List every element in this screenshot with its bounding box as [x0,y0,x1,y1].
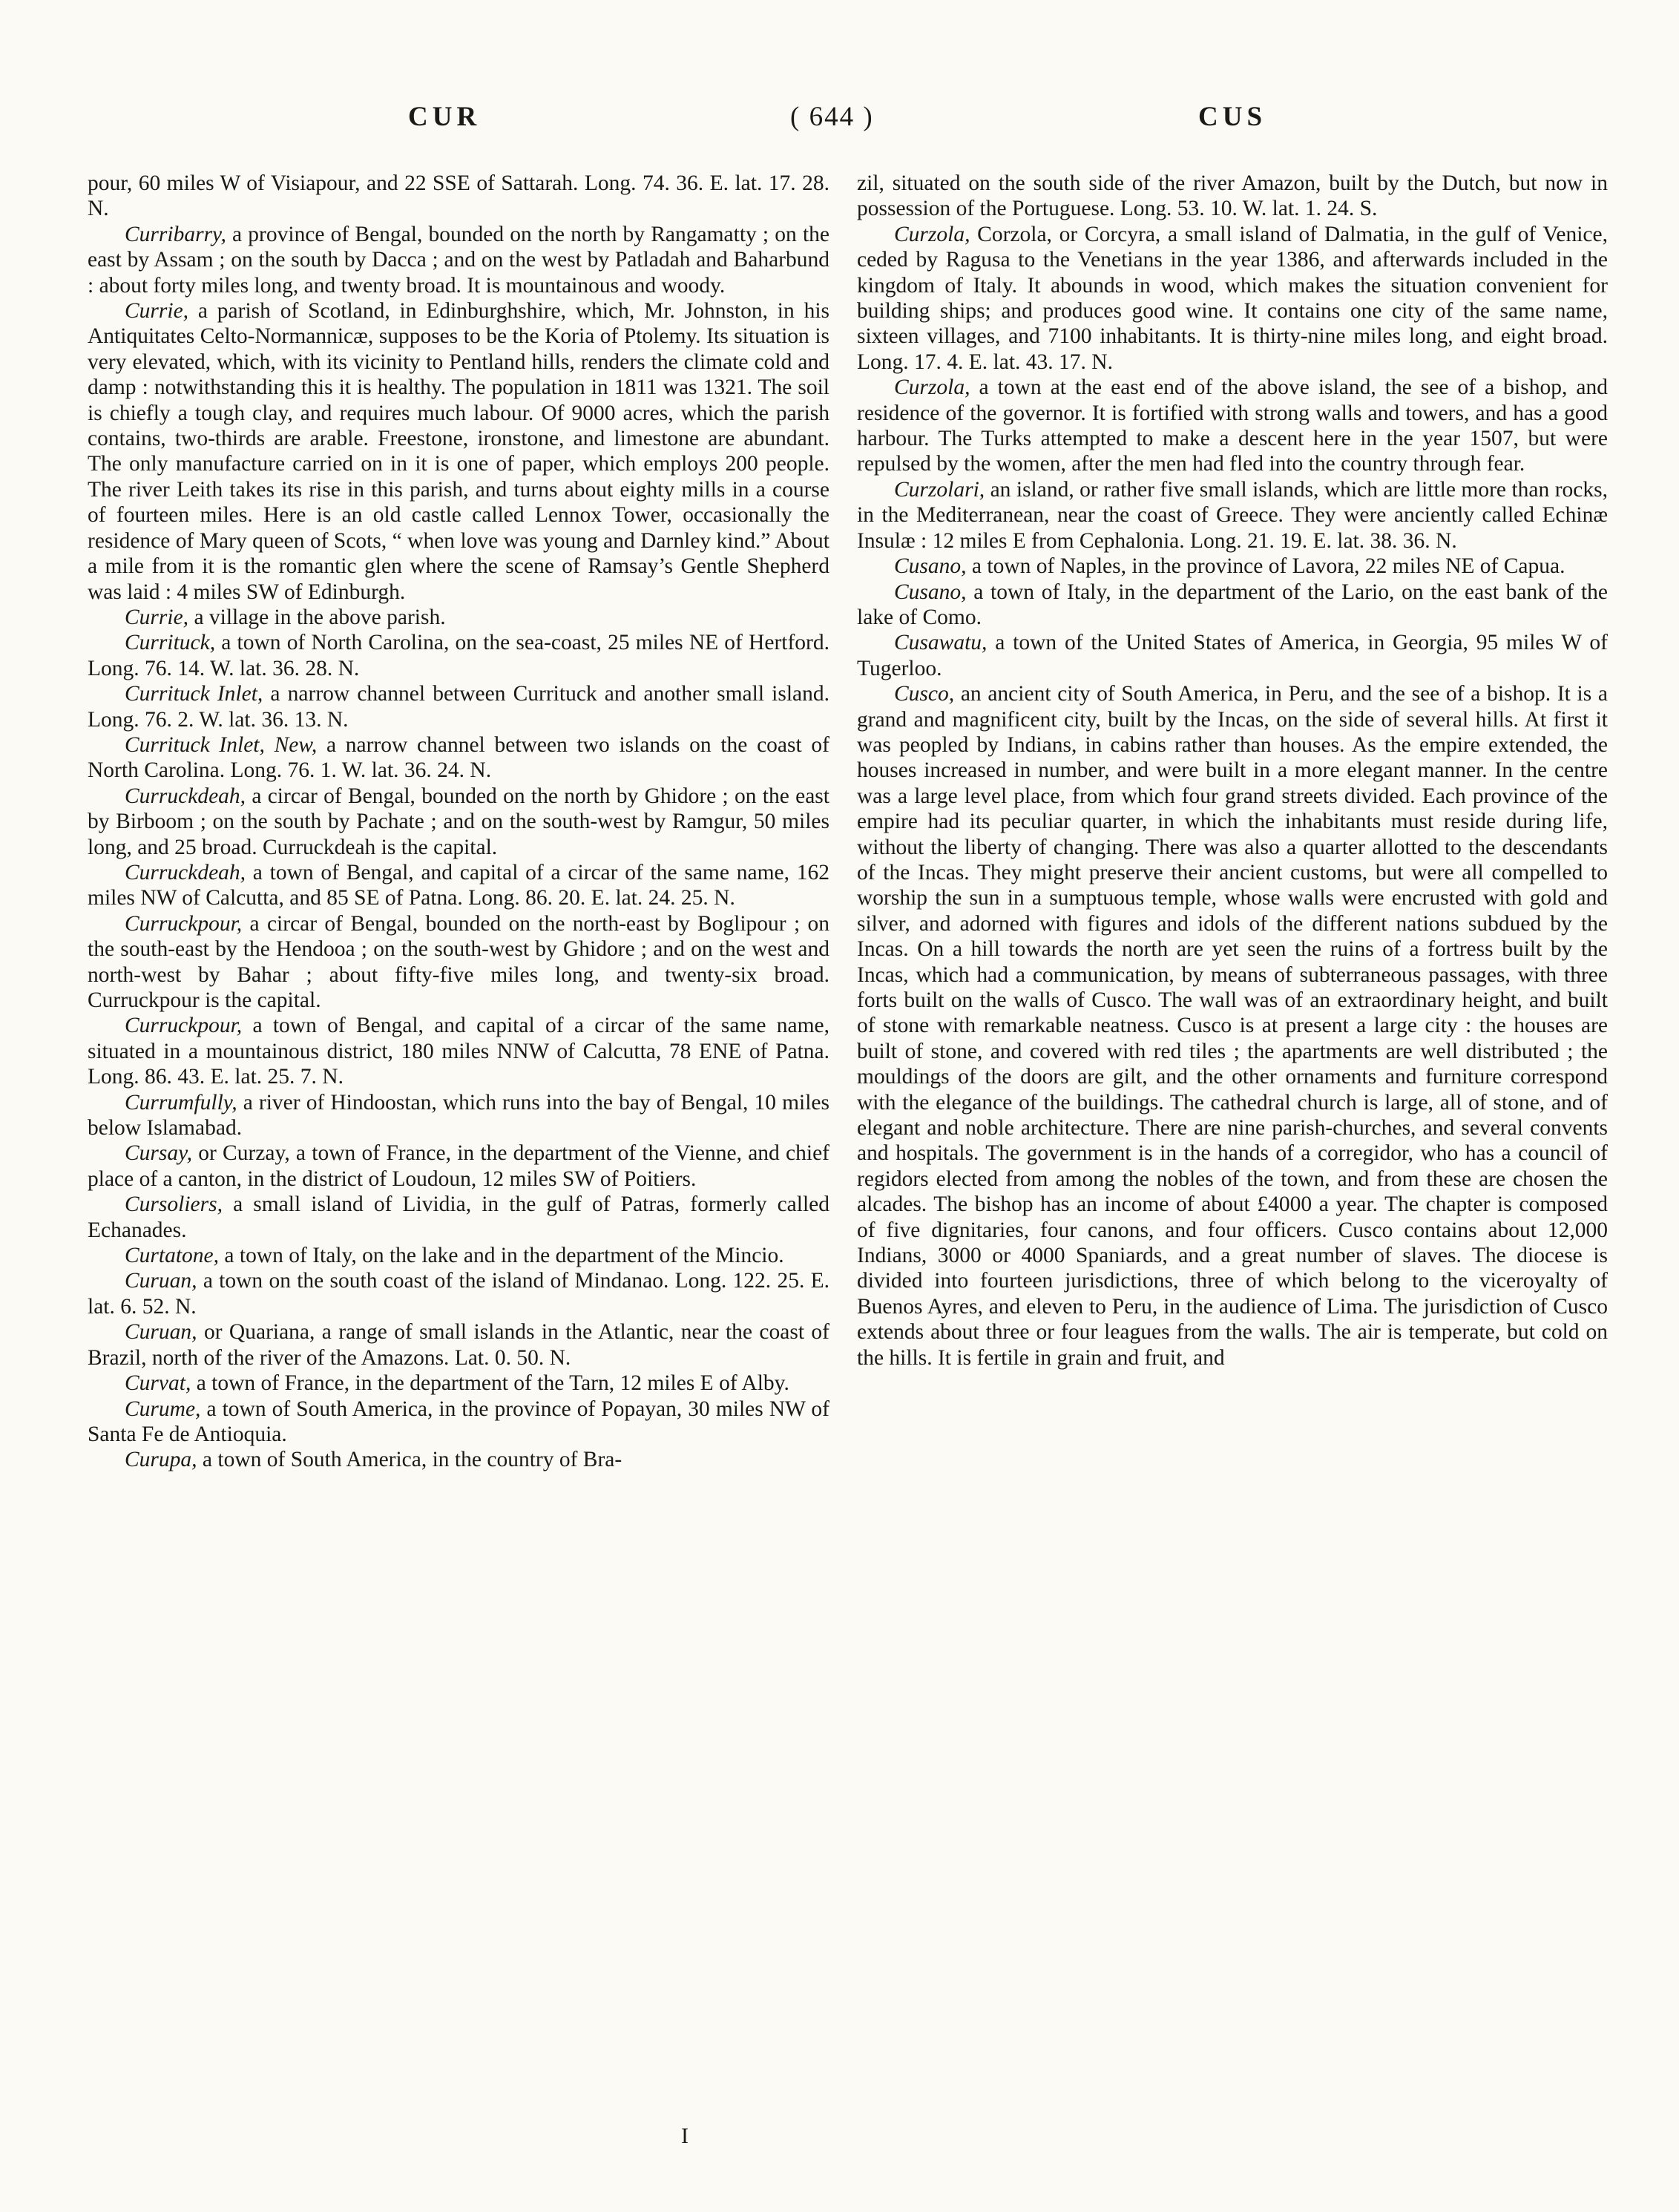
dictionary-entry [88,1141,829,1192]
running-head-right: CUS [1198,102,1267,132]
entry-text: a town of Bengal, and capital of a circar of the same name, 162 miles NW of Calcutta, and 85 SE of Patna. Long. 86. 20. E. lat. 24. 25. N. [88,860,829,910]
dictionary-entry [88,1090,829,1141]
dictionary-entry [857,171,1608,222]
dictionary-entry [88,1319,829,1371]
entry-text: a town of the United States of America, in Georgia, 95 miles W of Tugerloo. [857,631,1608,680]
dictionary-entry [88,298,829,605]
entry-text: zil, situated on the south side of the river Amazon, built by the Dutch, but now in possession of the Portuguese. Long. 53. 10. W. lat. 1. 24. S. [857,171,1608,221]
entry-headword: Cusano, [894,580,967,604]
entry-headword: Currituck Inlet, [125,682,263,706]
running-head-left: CUR [408,102,482,132]
entry-headword: Curzola, [894,375,970,400]
entry-text: Corzola, or Corcyra, a small island of Dalmatia, in the gulf of Venice, ceded by Ragusa to the Venetians in the year 1386, and afterwards included in the kingdom of Italy. It abounds in wood, which makes the situation convenient for building ships; and produces good wine. It contains one city of the same name, sixteen villages, and 7100 inhabitants. It is thirty-nine miles long, and eight broad. Long. 17. 4. E. lat. 43. 17. N. [857,222,1608,374]
entry-headword: Currumfully, [125,1090,237,1115]
entry-headword: Curruckdeah, [125,784,246,808]
dictionary-entry [88,1397,829,1448]
entry-text: a town of Italy, in the department of the Lario, on the east bank of the lake of Como. [857,580,1608,629]
dictionary-entry [88,784,829,860]
entry-text: or Curzay, a town of France, in the department of the Vienne, and chief place of a canton, in the district of Loudoun, 12 miles SW of Poitiers. [88,1141,829,1191]
entry-text: a town of South America, in the province of Popayan, 30 miles NW of Santa Fe de Antioquia. [88,1397,829,1446]
dictionary-entry [857,580,1608,631]
dictionary-entry [88,732,829,784]
entry-text: a narrow channel between Currituck and another small island. Long. 76. 2. W. lat. 36. 13. N. [88,682,829,732]
entry-text: an ancient city of South America, in Peru, and the see of a bishop. It is a grand and magnificent city, built by the Incas, on the side of several hills. At first it was peopled by Indians, in cabins rather than houses. As the empire extended, the houses increased in number, and were built in a more elegant manner. In the centre was a large level place, from which four grand streets divided. Each province of the empire had its peculiar quarter, in which the inhabitants must reside during life, without the liberty of changing. There was also a quarter allotted to the descendants of the Incas. They might preserve their ancient customs, but were all compelled to worship the sun in a sumptuous temple, whose walls were encrusted with gold and silver, and adorned with figures and idols of the different nations subdued by the Incas. On a hill towards the north are yet seen the ruins of a fortress built by the Incas, which had a communication, by means of subterraneous passages, with three forts built on the walls of Cusco. The wall was of an extraordinary height, and built of stone with remarkable neatness. Cusco is at present a large city : the houses are built of stone, and covered with red tiles ; the apartments are well distributed ; the mouldings of the doors are gilt, and the other ornaments and furniture correspond with the elegance of the buildings. The cathedral church is large, all of stone, and of elegant and noble architecture. There are nine parish-churches, and several convents and hospitals. The government is in the hands of a corregidor, who has a council of regidors elected from among the nobles of the town, and from these are chosen the alcades. The bishop has an income of about £4000 a year. The chapter is composed of five dignitaries, four canons, and four officers. Cusco contains about 12,000 Indians, 3000 or 4000 Spaniards, and a great number of slaves. The diocese is divided into fourteen jurisdictions, three of which belong to the viceroyalty of Buenos Ayres, and eleven to Peru, in the audience of Lima. The jurisdiction of Cusco extends about three or four leagues from the walls. The air is temperate, but cold on the hills. It is fertile in grain and fruit, and [857,682,1608,1370]
entry-headword: Curvat, [125,1371,191,1396]
entry-text: a town of France, in the department of the Tarn, 12 miles E of Alby. [191,1371,789,1396]
entry-text: a river of Hindoostan, which runs into the bay of Bengal, 10 miles below Islamabad. [88,1090,829,1141]
entry-headword: Curtatone, [125,1244,220,1268]
dictionary-entry [88,681,829,732]
dictionary-entry [88,1243,829,1268]
dictionary-entry [88,860,829,911]
entry-text: a town of Italy, on the lake and in the department of the Mincio. [219,1244,784,1268]
entry-headword: Cursay, [125,1141,192,1166]
entry-headword: Curruckpour, [125,1014,243,1038]
left-column [88,171,829,1473]
dictionary-entry [88,630,829,681]
entry-text: a small island of Lividia, in the gulf of Patras, formerly called Echanades. [88,1192,829,1242]
dictionary-entry [88,1192,829,1243]
entry-text: a town of South America, in the country of Bra- [197,1448,622,1472]
page-number: ( 644 ) [790,102,874,132]
dictionary-entry [857,222,1608,375]
entry-headword: Cusano, [894,554,967,579]
dictionary-entry [88,1447,829,1472]
dictionary-entry [88,605,829,630]
right-column [857,171,1608,1371]
dictionary-entry [88,1268,829,1319]
dictionary-entry [857,681,1608,1371]
entry-text: a province of Bengal, bounded on the north by Rangamatty ; on the east by Assam ; on the south by Dacca ; and on the west by Patladah and Baharbund : about forty miles long, and twenty broad. It is mountainous and woody. [88,222,829,298]
entry-text: a circar of Bengal, bounded on the north by Ghidore ; on the east by Birboom ; on the south by Pachate ; and on the south-west by Ramgur, 50 miles long, and 25 broad. Curruckdeah is the capital. [88,784,829,859]
entry-text: a town of North Carolina, on the sea-coast, 25 miles NE of Hertford. Long. 76. 14. W. lat. 36. 28. N. [88,631,829,680]
signature-mark: I [681,2124,689,2148]
entry-headword: Currie, [125,299,189,324]
dictionary-entry [88,222,829,298]
entry-text: a village in the above parish. [188,605,446,629]
entry-headword: Curume, [125,1397,201,1421]
entry-text: a town at the east end of the above island, the see of a bishop, and residence of the governor. It is fortified with strong walls and towers, and has a good harbour. The Turks attempted to make a descent here in the year 1507, but were repulsed by the women, after the men had fled into the country through fear. [857,375,1608,476]
entry-headword: Cusco, [894,682,955,706]
dictionary-entry [857,477,1608,554]
entry-text: a town of Naples, in the province of Lavora, 22 miles NE of Capua. [966,554,1565,579]
entry-text: or Quariana, a range of small islands in the Atlantic, near the coast of Brazil, north of the river of the Amazons. Lat. 0. 50. N. [88,1320,829,1370]
dictionary-entry [857,554,1608,579]
entry-headword: Curruckpour, [125,911,243,936]
entry-text: a circar of Bengal, bounded on the north-east by Boglipour ; on the south-east by the Hendooa ; on the south-west by Ghidore ; and on the west and north-west by Bahar ; about fifty-five miles long, and twenty-six broad. Curruckpour is the capital. [88,911,829,1012]
entry-headword: Curzolari, [894,477,985,502]
entry-text: pour, 60 miles W of Visiapour, and 22 SSE of Sattarah. Long. 74. 36. E. lat. 17. 28. N. [88,171,829,221]
dictionary-entry [857,630,1608,681]
dictionary-entry [88,171,829,222]
dictionary-entry [88,911,829,1014]
entry-headword: Curzola, [894,222,970,246]
dictionary-entry [857,375,1608,477]
entry-headword: Currituck Inlet, New, [125,732,318,757]
entry-text: a parish of Scotland, in Edinburghshire, which, Mr. Johnston, in his Antiquitates Celto-Normannicæ, supposes to be the Koria of Ptolemy. Its situation is very elevated, which, with its vicinity to Pentland hills, renders the climate cold and damp : notwithstanding this it is healthy. The population in 1811 was 1321. The soil is chiefly a tough clay, and requires much labour. Of 9000 acres, which the parish contains, two-thirds are arable. Freestone, ironstone, and limestone are abundant. The only manufacture carried on in it is one of paper, which employs 200 people. The river Leith takes its rise in this parish, and turns about eighty mills in a course of fourteen miles. Here is an old castle called Lennox Tower, occasionally the residence of Mary queen of Scots, “ when love was young and Darnley kind.” About a mile from it is the romantic glen where the scene of Ramsay’s Gentle Shepherd was laid : 4 miles SW of Edinburgh. [88,299,829,604]
entry-headword: Curupa, [125,1448,197,1472]
entry-text: an island, or rather five small islands, which are little more than rocks, in the Mediterranean, near the coast of Greece. They were anciently called Echinæ Insulæ : 12 miles E from Cephalonia. Long. 21. 19. E. lat. 38. 36. N. [857,477,1608,553]
dictionary-entry [88,1013,829,1089]
entry-headword: Cusawatu, [894,631,988,655]
entry-headword: Currituck, [125,631,216,655]
entry-text: a town of Bengal, and capital of a circar of the same name, situated in a mountainous district, 180 miles NNW of Calcutta, 78 ENE of Patna. Long. 86. 43. E. lat. 25. 7. N. [88,1014,829,1089]
entry-text: a town on the south coast of the island of Mindanao. Long. 122. 25. E. lat. 6. 52. N. [88,1269,829,1319]
entry-text: a narrow channel between two islands on the coast of North Carolina. Long. 76. 1. W. lat. 36. 24. N. [88,732,829,783]
entry-headword: Currie, [125,605,189,629]
entry-headword: Curruckdeah, [125,860,246,885]
page-header [0,101,1679,145]
entry-headword: Curuan, [125,1320,197,1345]
entry-headword: Cursoliers, [125,1192,223,1217]
entry-headword: Curuan, [125,1269,197,1293]
entry-headword: Curribarry, [125,222,226,246]
dictionary-entry [88,1371,829,1396]
